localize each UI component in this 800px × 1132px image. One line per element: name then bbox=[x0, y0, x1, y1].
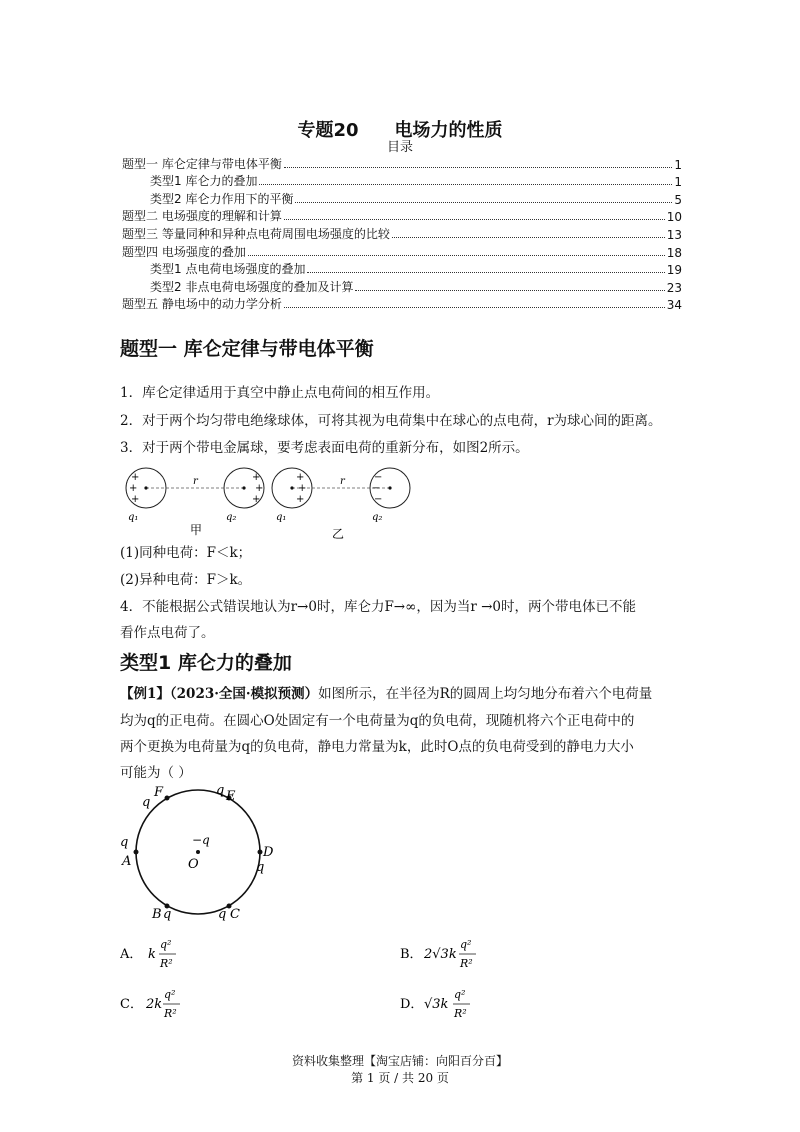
label-jia: 甲 bbox=[190, 523, 203, 537]
label-C: C bbox=[230, 907, 240, 922]
toc-entry[interactable] bbox=[122, 189, 682, 207]
fraction-num: q² bbox=[460, 938, 472, 951]
charge-F bbox=[165, 796, 170, 801]
toc-entry-label: 题型二 电场强度的理解和计算 bbox=[122, 209, 282, 224]
paragraph-6a: 4．不能根据公式错误地认为r→0时，库仑力F→∞，因为当r →0时，两个带电体已不能 bbox=[120, 599, 637, 615]
plus-mark: + bbox=[131, 494, 140, 505]
plus-mark: + bbox=[296, 472, 305, 483]
toc-leader bbox=[248, 255, 665, 256]
example-line-1 bbox=[120, 681, 690, 707]
subsection-heading: 类型1 库仑力的叠加 bbox=[120, 652, 292, 674]
toc-entry-label: 题型五 静电场中的动力学分析 bbox=[122, 297, 282, 312]
minus-mark: − bbox=[374, 472, 383, 483]
toc-leader bbox=[284, 167, 673, 168]
option-letter: D． bbox=[400, 997, 424, 1012]
q-label: q bbox=[218, 907, 227, 922]
option-coef: 2√3k bbox=[424, 947, 457, 962]
label-F: F bbox=[154, 785, 164, 800]
footer-source: 资料收集整理【淘宝店铺：向阳百分百】 bbox=[291, 1054, 508, 1068]
label-yi: 乙 bbox=[332, 527, 345, 541]
option-d[interactable] bbox=[400, 982, 540, 1030]
plus-mark: + bbox=[296, 494, 305, 505]
q-label: q bbox=[216, 783, 225, 798]
toc-entry-page: 18 bbox=[666, 245, 682, 260]
q-label: q bbox=[120, 835, 129, 850]
option-b[interactable] bbox=[400, 932, 540, 980]
paragraph-5: (2)异种电荷：F＞k。 bbox=[120, 572, 252, 588]
center-O bbox=[196, 850, 200, 854]
q1-label-a: q₁ bbox=[128, 512, 139, 523]
toc-entry-page: 5 bbox=[674, 192, 682, 207]
q2-label-a: q₂ bbox=[226, 512, 237, 523]
toc-entry-label: 类型1 点电荷电场强度的叠加 bbox=[150, 262, 306, 277]
minus-mark: − bbox=[374, 494, 383, 505]
toc-leader bbox=[284, 219, 665, 220]
r-label-b: r bbox=[340, 476, 345, 487]
section-heading: 题型一 库仑定律与带电体平衡 bbox=[120, 338, 374, 360]
option-letter: C． bbox=[120, 997, 143, 1012]
toc-entry-page: 13 bbox=[666, 227, 682, 242]
toc-entry-page: 1 bbox=[674, 175, 682, 190]
toc-entry[interactable] bbox=[122, 172, 682, 190]
paragraph-1: 1．库仑定律适用于真空中静止点电荷间的相互作用。 bbox=[120, 385, 440, 401]
example-line-2: 均为q的正电荷。在圆心O处固定有一个电荷量为q的负电荷，现随机将六个正电荷中的 bbox=[120, 713, 635, 729]
paragraph-2: 2．对于两个均匀带电绝缘球体，可将其视为电荷集中在球心的点电荷，r为球心间的距离。 bbox=[120, 413, 662, 429]
option-letter: B． bbox=[400, 947, 423, 962]
plus-mark: + bbox=[298, 483, 307, 494]
label-A: A bbox=[122, 854, 132, 869]
example-line-3: 两个更换为电荷量为q的负电荷，静电力常量为k，此时O点的负电荷受到的静电力大小 bbox=[120, 739, 634, 755]
toc-entry-label: 题型四 电场强度的叠加 bbox=[122, 244, 246, 259]
option-letter: A． bbox=[120, 947, 143, 962]
toc-heading: 目录 bbox=[386, 140, 413, 155]
toc-entry[interactable] bbox=[122, 260, 682, 278]
option-c[interactable] bbox=[120, 982, 240, 1030]
toc-entry-label: 类型2 非点电荷电场强度的叠加及计算 bbox=[150, 279, 354, 294]
label-D: D bbox=[263, 845, 274, 860]
toc-leader bbox=[307, 272, 664, 273]
title-part2: 电场力的性质 bbox=[394, 120, 503, 141]
label-B: B bbox=[152, 907, 162, 922]
q-label: q bbox=[142, 795, 151, 810]
label-O: O bbox=[188, 857, 199, 872]
toc-entry-page: 10 bbox=[666, 210, 682, 225]
toc-entry-label: 类型2 库仑力作用下的平衡 bbox=[150, 191, 294, 206]
footer-page-number: 第 1 页 / 共 20 页 bbox=[351, 1071, 449, 1085]
toc-entry[interactable] bbox=[122, 277, 682, 295]
q2-label-b: q₂ bbox=[372, 512, 383, 523]
table-of-contents bbox=[122, 154, 682, 312]
toc-entry-page: 23 bbox=[666, 280, 682, 295]
toc-entry-label: 题型三 等量同种和异种点电荷周围电场强度的比较 bbox=[122, 226, 390, 241]
toc-entry[interactable] bbox=[122, 224, 682, 242]
toc-leader bbox=[355, 290, 664, 291]
fraction-den: R² bbox=[460, 957, 473, 970]
r-label-a: r bbox=[193, 476, 198, 487]
toc-entry-page: 19 bbox=[666, 263, 682, 278]
plus-mark: + bbox=[129, 483, 138, 494]
paragraph-4: (1)同种电荷：F＜k； bbox=[120, 545, 252, 561]
plus-mark: + bbox=[131, 472, 140, 483]
title-part1: 专题20 bbox=[297, 120, 359, 141]
toc-entry-label: 类型1 库仑力的叠加 bbox=[150, 174, 258, 189]
fraction-num: q² bbox=[160, 938, 172, 951]
figure-circle-charges bbox=[118, 780, 278, 925]
plus-mark: + bbox=[255, 483, 264, 494]
q-label: q bbox=[163, 907, 172, 922]
toc-leader bbox=[392, 237, 665, 238]
fraction-num: q² bbox=[164, 988, 176, 1001]
option-coef: 2k bbox=[146, 997, 163, 1012]
example-source: （2023·全国·模拟预测） bbox=[169, 686, 319, 702]
q-label: q bbox=[256, 860, 265, 875]
plus-mark: + bbox=[252, 472, 261, 483]
fraction-den: R² bbox=[160, 957, 173, 970]
toc-entry-label: 题型一 库仑定律与带电体平衡 bbox=[122, 156, 282, 171]
fraction-den: R² bbox=[164, 1007, 177, 1020]
toc-entry[interactable] bbox=[122, 295, 682, 313]
toc-leader bbox=[259, 184, 672, 185]
paragraph-6b: 看作点电荷了。 bbox=[120, 625, 215, 641]
charge-A bbox=[134, 850, 139, 855]
charge-D bbox=[258, 850, 263, 855]
fraction-num: q² bbox=[454, 988, 466, 1001]
example-tag: 【例1】 bbox=[120, 686, 170, 702]
label-E: E bbox=[226, 789, 236, 804]
option-a[interactable] bbox=[120, 932, 240, 980]
plus-mark: + bbox=[252, 494, 261, 505]
toc-entry[interactable] bbox=[122, 154, 682, 172]
toc-entry[interactable] bbox=[122, 207, 682, 225]
example-text: 如图所示，在半径为R的圆周上均匀地分布着六个电荷量 bbox=[318, 686, 653, 702]
minus-mark: − bbox=[372, 483, 381, 494]
option-coef: √3k bbox=[424, 997, 449, 1012]
toc-entry[interactable] bbox=[122, 242, 682, 260]
q1-label-b: q₁ bbox=[276, 512, 287, 523]
option-coef: k bbox=[148, 947, 156, 962]
example-line-4: 可能为（ ） bbox=[120, 765, 192, 781]
fraction-den: R² bbox=[454, 1007, 467, 1020]
toc-leader bbox=[295, 202, 672, 203]
paragraph-3: 3．对于两个带电金属球，要考虑表面电荷的重新分布，如图2所示。 bbox=[120, 440, 529, 456]
toc-entry-page: 1 bbox=[674, 157, 682, 172]
neg-q-label: −q bbox=[192, 833, 210, 847]
toc-entry-page: 34 bbox=[666, 298, 682, 313]
figure-metal-spheres bbox=[118, 462, 418, 542]
toc-leader bbox=[284, 307, 665, 308]
